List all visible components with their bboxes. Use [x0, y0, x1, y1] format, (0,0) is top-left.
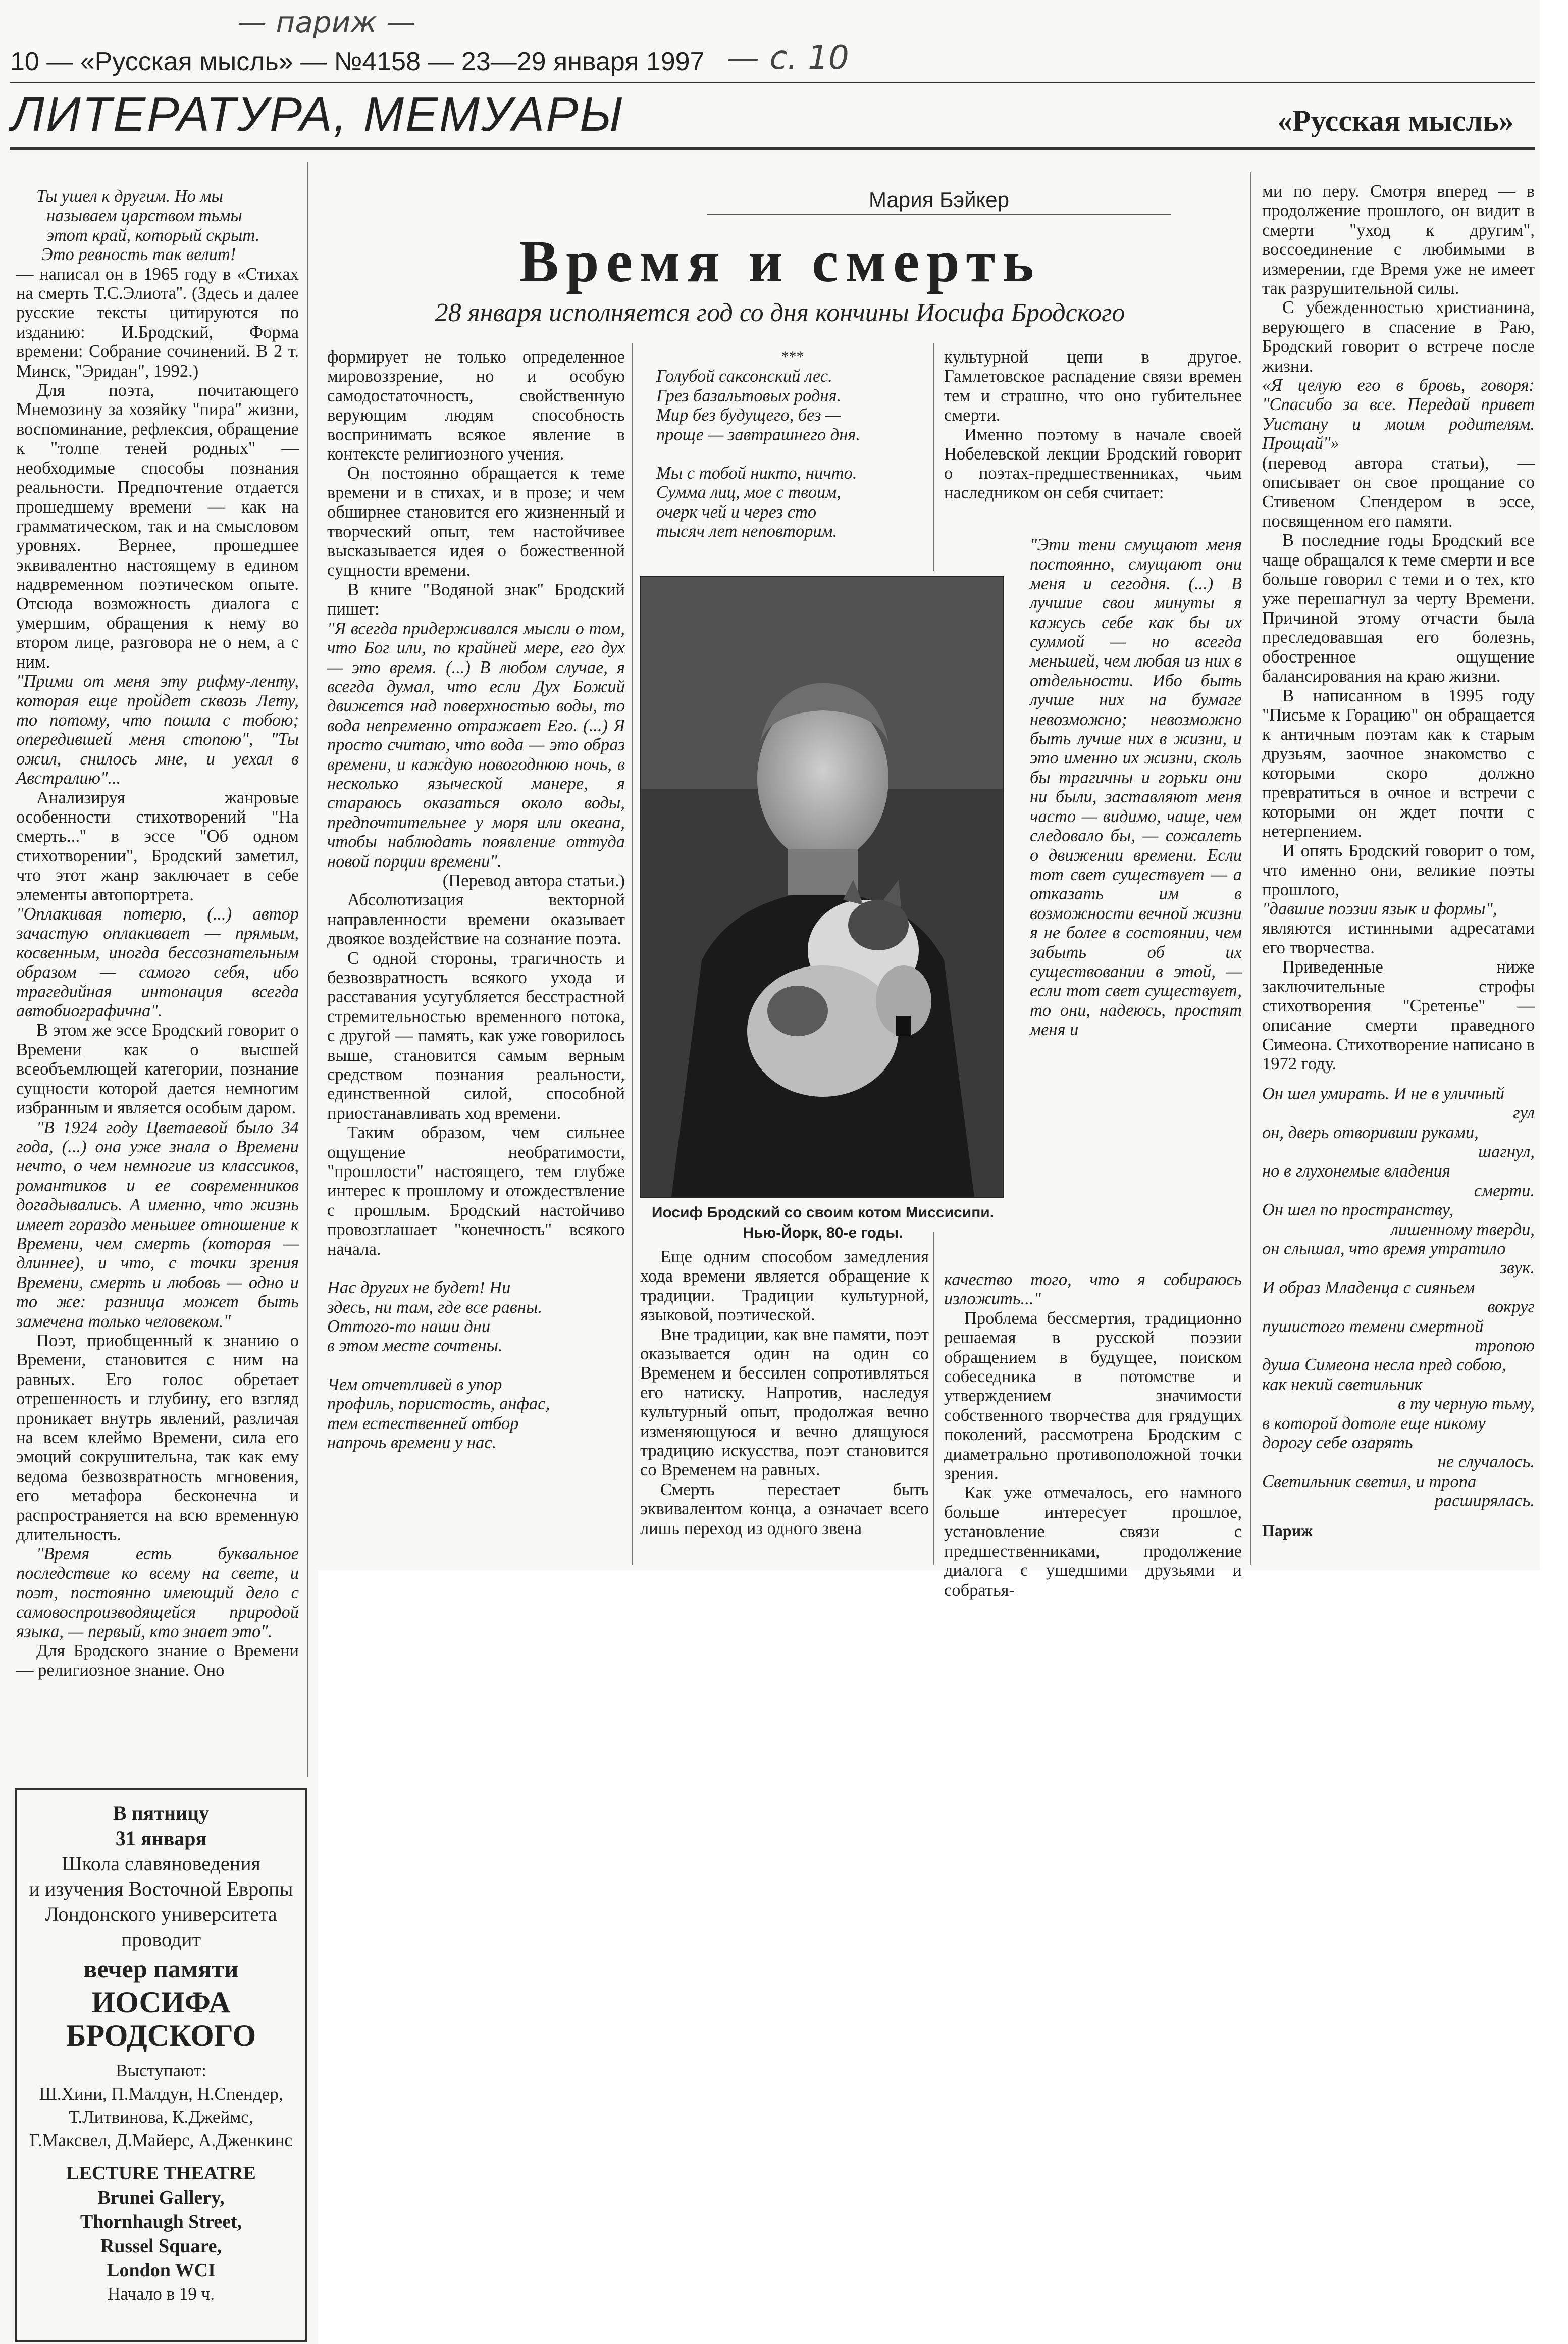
poem-line: вокруг — [1487, 1297, 1535, 1317]
header-rule-bottom — [10, 147, 1535, 150]
poem-line: Грез базальтовых родня. — [656, 386, 842, 405]
paragraph: Поэт, приобщенный к знанию о Времени, становится с ним на равных. Его голос обретает отрешенность и глубину, его взгляд проникает внутрь явлений, различая на всем клеймо Времени, сила его эмоций сокрушительна, так как ему ведома безвозвратность мгновения, его метафора бесконечна и распространяется на всю временную длительность. — [16, 1331, 299, 1545]
poem-line: в которой дотоле еще никому — [1262, 1413, 1486, 1433]
event-organizer: Школа славяноведения — [62, 1852, 260, 1875]
poem-line: он, дверь отворивши руками, — [1262, 1123, 1479, 1142]
folio-line: 10 — «Русская мысль» — №4158 — 23—29 января 1997 — [10, 47, 705, 76]
event-title: вечер памяти — [83, 1955, 239, 1983]
paragraph: Смерть перестает быть эквивалентом конца, а означает всего лишь переход из одного звена — [640, 1480, 929, 1538]
author-rule — [707, 214, 1171, 215]
poem-line: смерти. — [1474, 1181, 1535, 1200]
poem-line: здесь, ни там, где все равны. — [327, 1297, 543, 1317]
poem-line: в ту черную тьму, — [1398, 1394, 1535, 1414]
poem-line: в этом месте сочтены. — [327, 1336, 503, 1356]
poem-line: лишенному тверди, — [1390, 1219, 1535, 1239]
poem-line: Он шел по пространству, — [1262, 1200, 1453, 1220]
paragraph: В книге "Водяной знак'' Бродский пишет: — [327, 580, 625, 619]
speakers-label: Выступают: — [116, 2061, 206, 2080]
paragraph: (перевод автора статьи), — описывает он свое прощание со Стивеном Спендером в эссе, посвященном его памяти. — [1262, 453, 1535, 531]
column-2 — [327, 347, 625, 1569]
paragraph: Таким образом, чем сильнее ощущение необратимости, "прошлости'' настоящего, тем глубже интерес к прошлому и отождествление с прошлым. Бродский настойчиво провозглашает "конечность" всякого начала. — [327, 1123, 625, 1259]
poem-line: гул — [1513, 1103, 1535, 1123]
poem-line: Мир без будущего, без — — [656, 405, 841, 425]
poem-line: очерк чей и через сто — [656, 502, 817, 522]
poem-line: но в глухонемые владения — [1262, 1161, 1450, 1181]
venue-line: Russel Square, — [100, 2235, 222, 2257]
column-4-bottom — [944, 1270, 1242, 1600]
poem-line: звук. — [1500, 1258, 1535, 1278]
quote: «Я целую его в бровь, говоря: "Спасибо за все. Передай привет Уистану и моим родителям. Прощай"» — [1262, 376, 1535, 453]
photo-illustration — [641, 577, 1003, 1197]
poem-line: напрочь времени у нас. — [327, 1433, 497, 1452]
paragraph: С одной стороны, трагичность и безвозвратность всякого ухода и расставания усугубляется бесстрастной стремительностью временного потока, с другой — память, как уже говорилось выше, становится самым верным средством познания реальности, единственной силой, способной приостанавливать ход времени. — [327, 948, 625, 1123]
poem-line: как некий светильник — [1262, 1374, 1423, 1394]
section-title: ЛИТЕРАТУРА, МЕМУАРЫ — [11, 87, 624, 141]
article-author: Мария Бэйкер — [868, 188, 1010, 212]
paragraph: Он постоянно обращается к теме времени и в стихах, и в прозе; и чем обширнее становится его жизненный и творческий опыт, тем настойчивее высказывается идея о божественной сущности времени. — [327, 464, 625, 580]
quote: "Я всегда придерживался мысли о том, что Бог или, по крайней мере, его дух — это время. (...) В любом случае, я всегда думал, что если Дух Божий движется над поверхностью воды, то вода непременно отражает Его. (...) Я просто считаю, что вода — это образ времени, и каждую новогоднюю ночь, в несколько языческой манере, я стараюсь оказаться около воды, предпочтительнее у моря или океана, чтобы наблюдать появление оттуда новой порции времени". — [327, 619, 625, 871]
blank-paper-area — [318, 1570, 1568, 2344]
event-organizer: и изучения Восточной Европы — [29, 1877, 293, 1900]
paragraph: Проблема бессмертия, традиционно решаемая в русской поэзии обращением в будущее, поиском собеседника в потомстве и утверждением значимости собственного творчества для грядущих поколений, рассмотрена Бродским с диаметрально противоположной точки зрения. — [944, 1308, 1242, 1484]
column-rule — [1250, 172, 1251, 1565]
quote: "давшие поэзии язык и формы", — [1262, 899, 1497, 919]
poem-line: И образ Младенца с сияньем — [1262, 1278, 1475, 1297]
blank-margin — [1540, 0, 1568, 2344]
paragraph: Еще одним способом замедления хода времени является обращение к традиции. Традиции культурной, языковой, поэтической. — [640, 1247, 929, 1325]
speakers-list: Ш.Хини, П.Малдун, Н.Спендер, — [39, 2084, 283, 2104]
event-time: Начало в 19 ч. — [108, 2284, 215, 2304]
column-rule — [933, 1232, 934, 1565]
poem-line: Нас других не будет! Ни — [327, 1278, 511, 1298]
masthead: «Русская мысль» — [1277, 104, 1514, 137]
translation-note: (Перевод автора статьи.) — [442, 871, 625, 890]
poem-line: проще — завтрашнего дня. — [656, 425, 861, 444]
handwritten-page-note: — с. 10 — [727, 39, 849, 77]
place-signature: Париж — [1262, 1521, 1313, 1540]
venue-line: Brunei Gallery, — [97, 2187, 225, 2208]
handwritten-note: — париж — — [237, 5, 416, 39]
article-subhead: 28 января исполняется год со дня кончины Иосифа Бродского — [435, 298, 1125, 327]
poem-line: он слышал, что время утратило — [1262, 1239, 1506, 1258]
stars-divider: *** — [781, 348, 804, 365]
venue-line: LECTURE THEATRE — [66, 2163, 256, 2184]
poem-line: тысяч лет неповторим. — [656, 522, 838, 541]
nobel-lecture-quote — [1030, 535, 1242, 1272]
poem-line: Оттого-то наши дни — [327, 1316, 491, 1336]
event-date: 31 января — [115, 1827, 207, 1850]
poem-line: тропою — [1475, 1336, 1535, 1355]
brodsky-photo — [640, 576, 1004, 1198]
event-organizer: Лондонского университета — [45, 1903, 277, 1925]
poem-line: дорогу себе озарять — [1262, 1433, 1413, 1452]
paragraph: Именно поэтому в начале своей Нобелевской лекции Бродский говорит о поэтах-предшественниках, чьим наследником он себя считает: — [944, 425, 1242, 502]
paragraph: — написал он в 1965 году в «Стихах на смерть Т.С.Элиота''. (Здесь и далее русские тексты цитируются по изданию: И.Бродский, Форма времени: Собрание сочинений. В 2 т. Минск, "Эридан", 1992.) — [16, 264, 299, 381]
poem-line: Он шел умирать. И не в уличный — [1262, 1084, 1504, 1103]
quote: "В 1924 году Цветаевой было 34 года, (...) она уже знала о Времени нечто, о чем немногие из классиков, романтиков и ее современников догадывались. А именно, что жизнь имеет гораздо меньшее отношение к Времени, чем смерть (которая — длиннее), и что, с точки зрения Времени, смерть и любовь — одно и то же: разница может быть замечена только человеком." — [16, 1117, 299, 1331]
column-3-bottom — [640, 1247, 929, 1570]
quote-end: качество того, что я собираюсь изложить..." — [944, 1270, 1242, 1309]
photo-caption — [636, 1203, 1010, 1243]
paragraph: Вне традиции, как вне памяти, поэт оказывается один на один со Временем и бессилен сопротивляться его натиску. Напротив, наследуя культурный опыт, продолжая вечно изменяющуюся и вечно длящуюся традицию искусства, поэт становится со Временем на равных. — [640, 1324, 929, 1480]
poem-line: Мы с тобой никто, ничто. — [656, 464, 857, 483]
quote: "Эти тени смущают меня постоянно, смущают они меня и сегодня. (...) В лучшие свои минуты я кажусь себе как бы их суммой — но всегда меньшей, чем любая из них в отдельности. Ибо быть лучше них на бумаге невозможно; невозможно быть лучше них в жизни, и это именно их жизни, сколь бы трагичны и горьки они ни были, заставляют меня часто — видимо, чаще, чем следовало бы, — сожалеть о движении времени. Если тот свет существует — а отказать им в возможности вечной жизни я не более в состоянии, чем забыть об их существовании в этой, — если тот свет существует, то они, надеюсь, простят меня и — [1030, 535, 1242, 1040]
caption-line: Нью-Йорк, 80-е годы. — [743, 1225, 903, 1241]
paragraph: С убежденностью христианина, верующего в спасение в Раю, Бродский говорит о встрече после жизни. — [1262, 298, 1535, 376]
poem-line: Сумма лиц, мое с твоим, — [656, 483, 841, 502]
paragraph: культурной цепи в другое. Гамлетовское распадение связи времен тем и страшно, что оно губительнее смерти. — [944, 347, 1242, 425]
paragraph: В написанном в 1995 году "Письме к Горацию" он обращается к античным поэтам как к старым друзьям, заочное знакомство с которыми скоро должно превратиться в очное и встречи с которыми он ждет почти с нетерпением. — [1262, 686, 1535, 841]
quote: "Оплакивая потерю, (...) автор зачастую оплакивает — прямым, косвенным, иногда бессознательным образом — самого себя, ибо трагедийная интонация всегда автобиографична". — [16, 904, 299, 1021]
header-rule-top — [10, 82, 1535, 83]
caption-line: Иосиф Бродский со своим котом Миссисипи. — [651, 1204, 995, 1221]
poem-line: Чем отчетливей в упор — [327, 1374, 502, 1394]
paragraph: И опять Бродский говорит о том, что именно они, великие поэты прошлого, — [1262, 841, 1535, 899]
epigraph-line: называем царством тьмы — [46, 206, 242, 226]
speakers-list: Т.Литвинова, К.Джеймс, — [69, 2107, 253, 2127]
speakers-list: Г.Максвел, Д.Майерс, А.Дженкинс — [29, 2130, 293, 2150]
poem-line: пушистого темени смертной — [1262, 1316, 1484, 1336]
poem-line: расширялась. — [1434, 1491, 1535, 1511]
column-rule — [933, 343, 934, 571]
poem-line: тем естественней отбор — [327, 1413, 519, 1433]
paragraph: Приведенные ниже заключительные строфы стихотворения "Сретенье" — описание смерти праведного Симеона. Стихотворение написано в 1972 году. — [1262, 957, 1535, 1074]
article-headline: Время и смерть — [519, 228, 1041, 294]
venue-line: Thornhaugh Street, — [80, 2211, 242, 2232]
paragraph: В последние годы Бродский все чаще обращался к теме смерти и все больше говорил с теми и о тех, кто уже перешагнул за черту Времени. Причиной этому отчасти была преследовавшая его болезнь, обостренное ощущение балансирования на краю жизни. — [1262, 531, 1535, 686]
quote: "Прими от меня эту рифму-ленту, которая еще пройдет сквозь Лету, то потому, что пошла с тобою; опередившей меня стопою", "Ты ожил, снилось мне, и уехал в Австралию"... — [16, 672, 299, 788]
event-day: В пятницу — [113, 1802, 210, 1824]
event-announcement — [15, 1788, 307, 2342]
poem-line: профиль, пористость, анфас, — [327, 1394, 550, 1414]
paragraph: Для поэта, почитающего Мнемозину за хозяйку "пира" жизни, воспоминание, рефлексия, обращение к "толпе теней родных" — необходимые способы познания реальности. Предпочтение отдается прошедшему времени — как на грамматическом, так и на смысловом уровнях. Вернее, прошедшее эквивалентно настоящему в едином надвременном поэтическом опыте. Отсюда возможность диалога с умершим, обращения к нему во втором лице, разговора не о нем, а с ним. — [16, 381, 299, 672]
paragraph: В этом же эссе Бродский говорит о Времени как о высшей всеобъемлющей категории, познание сущности которой дается немногим избранным и является особым даром. — [16, 1021, 299, 1118]
column-1 — [16, 187, 299, 1777]
paragraph: являются истинными адресатами его творчества. — [1262, 919, 1535, 957]
poem-line: Голубой саксонский лес. — [656, 367, 832, 386]
paragraph: Анализируя жанровые особенности стихотворений "На смерть...'' в эссе "Об одном стихотворении", Бродский заметил, что этот жанр заключает в себе элементы автопортрета. — [16, 788, 299, 904]
paragraph: Для Бродского знание о Времени — религиозное знание. Оно — [16, 1641, 299, 1680]
poem-line: душа Симеона несла пред собою, — [1262, 1355, 1506, 1375]
paragraph: Абсолютизация векторной направленности времени оказывает двоякое воздействие на сознание поэта. — [327, 890, 625, 949]
event-title: ИОСИФА — [91, 1985, 231, 2019]
column-rule — [632, 343, 633, 1565]
poem-line: не случалось. — [1437, 1452, 1535, 1472]
poem-line: шагнул, — [1478, 1142, 1535, 1161]
paragraph: формирует не только определенное мировоззрение, но и особую самодостаточность, свойственную верующим людям способность воспринимать всякое явление в контексте религиозного учения. — [327, 347, 625, 464]
paragraph: Как уже отмечалось, его намного больше интересует прошлое, установление связи с предшественниками, продолжение диалога с ушедшими друзьями и собратья- — [944, 1483, 1242, 1600]
quote: "Время есть буквальное последствие ко всему на свете, и поэт, постоянно имеющий дело с самовоспроизводящейся природой языка, — первый, кто знает это". — [16, 1544, 299, 1642]
epigraph-line: Ты ушел к другим. Но мы — [36, 187, 223, 206]
event-organizer: проводит — [121, 1928, 201, 1951]
column-rule — [307, 162, 308, 1777]
paragraph: ми по перу. Смотря вперед — в продолжение прошлого, он видит в смерти "уход к другим", воссоединение с любимыми в измерении, где Время уже не имеет так разрушительной силы. — [1262, 182, 1535, 298]
epigraph-line: Это ревность так велит! — [41, 245, 236, 265]
venue-line: London WCI — [107, 2260, 216, 2281]
event-title: БРОДСКОГО — [66, 2019, 256, 2052]
column-3-top — [656, 347, 929, 570]
column-5 — [1262, 182, 1535, 1565]
epigraph — [16, 187, 299, 265]
poem-line: Светильник светил, и тропа — [1262, 1471, 1477, 1491]
epigraph-line: этот край, который скрыт. — [46, 225, 260, 245]
